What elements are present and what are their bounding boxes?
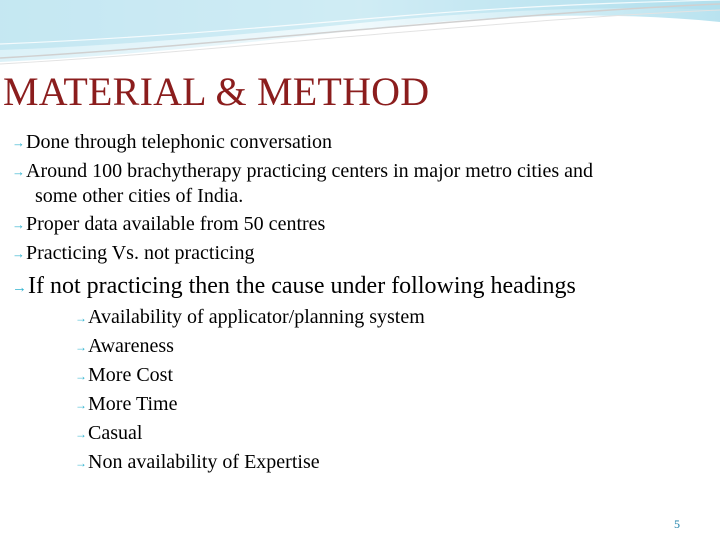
list-item [12, 272, 576, 302]
list-item-continuation: some other cities of India. [35, 185, 244, 207]
bullet-arrow-icon: → [12, 217, 25, 232]
bullet-arrow-icon: → [12, 164, 25, 179]
list-item-text: Practicing Vs. not practicing [26, 242, 255, 264]
sub-list-item [75, 392, 177, 417]
bullet-arrow-icon: → [75, 398, 87, 412]
list-item-text: If not practicing then the cause under following headings [28, 273, 576, 299]
sub-list-item-text: Availability of applicator/planning system [88, 306, 425, 328]
bullet-arrow-icon: → [75, 311, 87, 325]
sub-list-item-text: Non availability of Expertise [88, 451, 320, 473]
sub-list-item-text: Awareness [88, 335, 174, 357]
sub-list-item [75, 421, 142, 446]
bullet-arrow-icon: → [12, 135, 25, 150]
slide-title: MATERIAL & METHOD [3, 69, 430, 114]
sub-list-item [75, 363, 173, 388]
sub-list-item [75, 305, 425, 330]
sub-list-item-text: Casual [88, 422, 143, 444]
list-item-text: Done through telephonic conversation [26, 131, 333, 153]
list-item-text: Proper data available from 50 centres [26, 213, 326, 235]
sub-list-item [75, 450, 320, 475]
list-item [12, 130, 332, 155]
list-item [12, 212, 325, 237]
list-item [12, 159, 593, 184]
sub-list-item [75, 334, 174, 359]
bullet-arrow-icon: → [12, 246, 25, 261]
list-item [12, 241, 254, 266]
bullet-arrow-icon: → [75, 456, 87, 470]
page-number: 5 [674, 517, 680, 531]
bullet-arrow-icon: → [75, 427, 87, 441]
bullet-arrow-icon: → [12, 280, 27, 296]
sub-list-item-text: More Cost [88, 364, 173, 386]
sub-list-item-text: More Time [88, 393, 178, 415]
list-item-text: Around 100 brachytherapy practicing centers in major metro cities and [26, 160, 594, 182]
bullet-arrow-icon: → [75, 340, 87, 354]
bullet-arrow-icon: → [75, 369, 87, 383]
